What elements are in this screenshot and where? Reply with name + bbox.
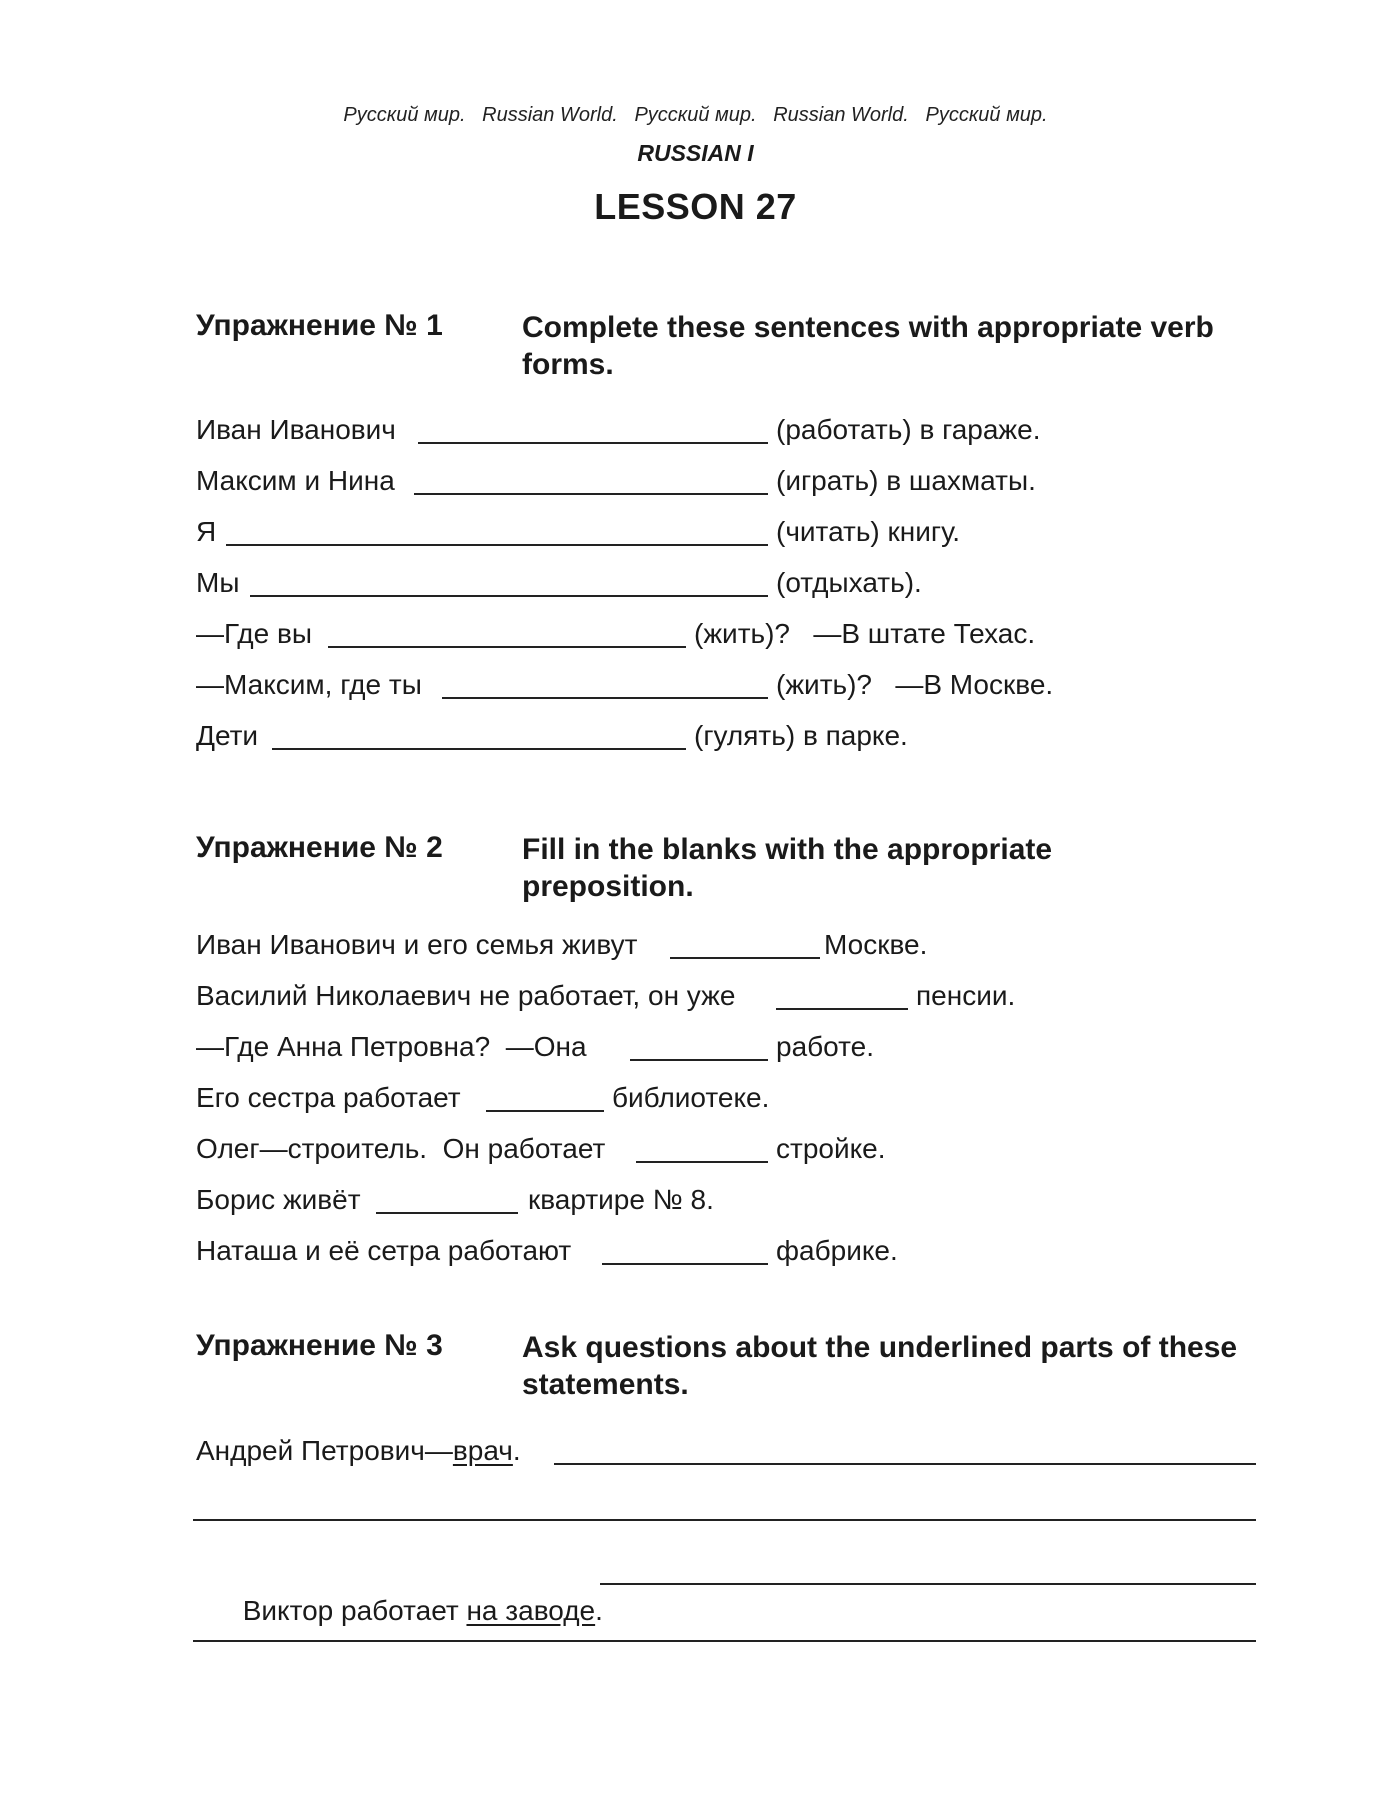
- line-text-after: пенсии.: [916, 980, 1016, 1011]
- exercise-3-instruction: Ask questions about the underlined parts of these statements.: [522, 1331, 1254, 1401]
- exercise-2-line: [196, 1180, 1256, 1220]
- header-tagline: Русский мир. Russian World. Русский мир. Russian World. Русский мир.: [343, 104, 1048, 126]
- exercise-3-item: [196, 1551, 1256, 1626]
- exercise-3-number: Упражнение № 3: [196, 1329, 443, 1362]
- answer-blank[interactable]: [250, 563, 768, 597]
- answer-blank[interactable]: [272, 716, 686, 750]
- item-statement: [196, 1551, 603, 1671]
- line-text-before: Иван Иванович и его семья живут: [196, 929, 638, 960]
- exercise-2-line: [196, 1231, 1256, 1271]
- line-text-after: стройке.: [776, 1133, 886, 1164]
- exercise-1-line: [196, 461, 1256, 501]
- exercise-1-line: [196, 716, 1256, 756]
- line-text-after: Москве.: [824, 929, 928, 960]
- item-statement: [196, 1431, 521, 1471]
- line-text-after: (работать) в гараже.: [776, 414, 1041, 445]
- line-text-before: Олег—строитель. Он работает: [196, 1133, 606, 1164]
- line-text-before: Его сестра работает: [196, 1082, 461, 1113]
- answer-blank[interactable]: [636, 1129, 768, 1163]
- line-text-before: Иван Иванович: [196, 414, 396, 445]
- line-text-before: —Где вы: [196, 618, 312, 649]
- answer-blank[interactable]: [670, 925, 820, 959]
- line-text-before: —Максим, где ты: [196, 669, 422, 700]
- lesson-title: LESSON 27: [594, 186, 797, 227]
- line-text-after: квартире № 8.: [528, 1184, 714, 1215]
- line-text-after: работе.: [776, 1031, 874, 1062]
- answer-blank[interactable]: [602, 1231, 768, 1265]
- answer-blank[interactable]: [486, 1078, 604, 1112]
- answer-line[interactable]: [554, 1431, 1256, 1465]
- answer-blank[interactable]: [226, 512, 768, 546]
- exercise-2-line: [196, 1078, 1256, 1118]
- line-text-after: (гулять) в парке.: [694, 720, 908, 751]
- underlined-part: врач: [452, 1435, 513, 1466]
- statement-end: .: [512, 1435, 521, 1466]
- answer-blank[interactable]: [414, 461, 768, 495]
- line-text-before: Дети: [196, 720, 259, 751]
- line-text-before: —Где Анна Петровна? —Она: [196, 1031, 587, 1062]
- statement-text: Виктор работает: [242, 1595, 467, 1626]
- answer-blank[interactable]: [418, 410, 768, 444]
- exercise-2-line: [196, 976, 1256, 1016]
- line-text-before: Василий Николаевич не работает, он уже: [196, 980, 736, 1011]
- underlined-part: на заводе: [466, 1595, 596, 1626]
- answer-line-continuation[interactable]: [193, 1640, 1256, 1642]
- course-title: RUSSIAN I: [637, 140, 754, 166]
- exercise-2-number: Упражнение № 2: [196, 831, 443, 864]
- answer-blank[interactable]: [442, 665, 768, 699]
- line-text-before: Борис живёт: [196, 1184, 361, 1215]
- line-text-after: (играть) в шахматы.: [776, 465, 1036, 496]
- answer-line[interactable]: [600, 1551, 1256, 1585]
- exercise-1-instruction: Complete these sentences with appropriate verb forms.: [522, 311, 1214, 381]
- line-text-after: (жить)? —В штате Техас.: [694, 618, 1036, 649]
- exercise-1-number: Упражнение № 1: [196, 309, 443, 342]
- answer-blank[interactable]: [376, 1180, 518, 1214]
- statement-end: .: [595, 1595, 603, 1626]
- exercise-2-line: [196, 1129, 1256, 1169]
- exercise-1-line: [196, 665, 1256, 705]
- line-text-after: (читать) книгу.: [776, 516, 961, 547]
- exercise-2-line: [196, 1027, 1256, 1067]
- exercise-1-line: [196, 563, 1256, 603]
- line-text-after: (отдыхать).: [776, 567, 922, 598]
- exercise-3-item: [196, 1431, 1256, 1471]
- exercise-2-line: [196, 925, 1256, 965]
- answer-blank[interactable]: [630, 1027, 768, 1061]
- answer-blank[interactable]: [776, 976, 908, 1010]
- line-text-before: Максим и Нина: [196, 465, 395, 496]
- line-text-after: фабрике.: [776, 1235, 898, 1266]
- exercise-2-instruction: Fill in the blanks with the appropriate preposition.: [522, 833, 1053, 903]
- line-text-before: Я: [196, 516, 217, 547]
- statement-text: Андрей Петрович—: [196, 1435, 453, 1466]
- exercise-1-line: [196, 410, 1256, 450]
- line-text-before: Наташа и её сетра работают: [196, 1235, 572, 1266]
- exercise-1-line: [196, 614, 1256, 654]
- line-text-before: Мы: [196, 567, 240, 598]
- exercise-1-line: [196, 512, 1256, 552]
- answer-blank[interactable]: [328, 614, 686, 648]
- answer-line-continuation[interactable]: [193, 1519, 1256, 1521]
- line-text-after: библиотеке.: [612, 1082, 770, 1113]
- line-text-after: (жить)? —В Москве.: [776, 669, 1054, 700]
